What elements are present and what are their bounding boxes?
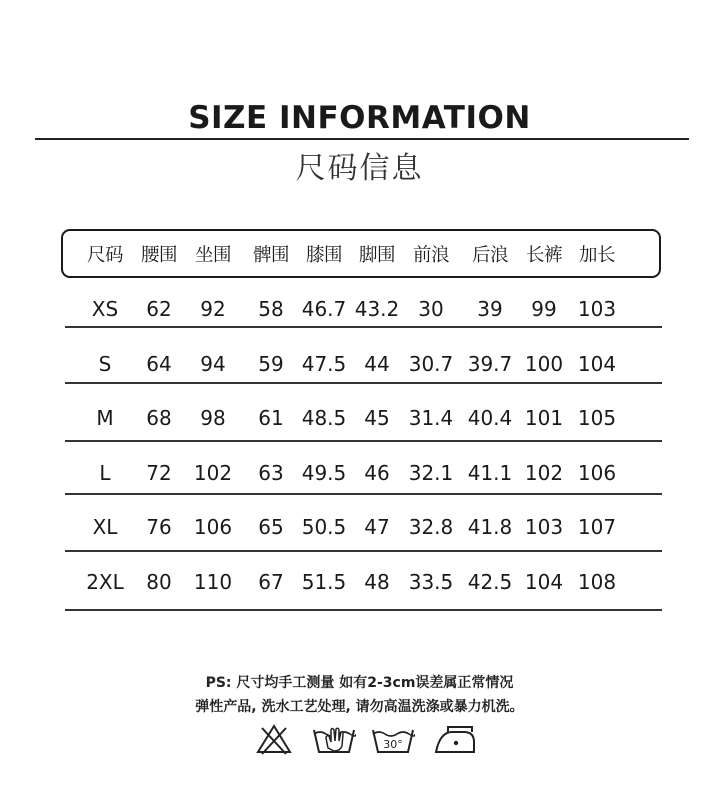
header-back-rise: 后浪 <box>471 245 508 266</box>
measurement-cell: 51.5 <box>301 570 347 594</box>
size-label-cell: S <box>98 352 112 376</box>
measurement-cell: 92 <box>200 297 226 321</box>
measurement-cell: 94 <box>200 352 226 376</box>
measurement-cell: 100 <box>524 352 564 376</box>
header-long-length: 加长 <box>578 245 615 266</box>
measurement-cell: 47.5 <box>301 352 347 376</box>
size-label-cell: 2XL <box>86 570 124 594</box>
measurement-cell: 42.5 <box>467 570 513 594</box>
measurement-cell: 103 <box>577 297 617 321</box>
measurement-cell: 104 <box>577 352 617 376</box>
measurement-cell: 47 <box>364 515 390 539</box>
measurement-cell: 68 <box>146 406 172 430</box>
row-divider <box>65 609 662 611</box>
measurement-cell: 59 <box>258 352 284 376</box>
measurement-cell: 40.4 <box>467 406 513 430</box>
measurement-cell: 106 <box>193 515 233 539</box>
page-subtitle: 尺码信息 <box>295 151 424 186</box>
note-measurement: PS: 尺寸均手工测量 如有2-3cm误差属正常情况 <box>205 675 514 691</box>
size-label-cell: L <box>99 461 111 485</box>
header-front-rise: 前浪 <box>412 245 449 266</box>
header-thigh: 髀围 <box>252 245 289 266</box>
header-knee: 膝围 <box>305 245 342 266</box>
measurement-cell: 48 <box>364 570 390 594</box>
measurement-cell: 32.8 <box>408 515 454 539</box>
measurement-cell: 76 <box>146 515 172 539</box>
measurement-cell: 32.1 <box>408 461 454 485</box>
size-label-cell: XL <box>92 515 118 539</box>
measurement-cell: 44 <box>364 352 390 376</box>
measurement-cell: 58 <box>258 297 284 321</box>
measurement-cell: 64 <box>146 352 172 376</box>
measurement-cell: 107 <box>577 515 617 539</box>
measurement-cell: 62 <box>146 297 172 321</box>
measurement-cell: 45 <box>364 406 390 430</box>
measurement-cell: 43.2 <box>354 297 400 321</box>
row-divider <box>65 326 662 328</box>
measurement-cell: 103 <box>524 515 564 539</box>
measurement-cell: 41.8 <box>467 515 513 539</box>
header-leg-opening: 脚围 <box>358 245 395 266</box>
row-divider <box>65 493 662 495</box>
measurement-cell: 80 <box>146 570 172 594</box>
wash-temp-label: 30° <box>383 738 403 751</box>
measurement-cell: 31.4 <box>408 406 454 430</box>
header-size: 尺码 <box>86 245 123 266</box>
no-bleach-icon <box>254 722 294 756</box>
size-label-cell: XS <box>91 297 119 321</box>
measurement-cell: 49.5 <box>301 461 347 485</box>
measurement-cell: 41.1 <box>467 461 513 485</box>
measurement-cell: 46 <box>364 461 390 485</box>
measurement-cell: 102 <box>193 461 233 485</box>
measurement-cell: 48.5 <box>301 406 347 430</box>
measurement-cell: 108 <box>577 570 617 594</box>
measurement-cell: 104 <box>524 570 564 594</box>
size-label-cell: M <box>96 406 114 430</box>
measurement-cell: 110 <box>193 570 233 594</box>
measurement-cell: 46.7 <box>301 297 347 321</box>
header-length: 长裤 <box>525 245 562 266</box>
row-divider <box>65 440 662 442</box>
measurement-cell: 39.7 <box>467 352 513 376</box>
measurement-cell: 98 <box>200 406 226 430</box>
header-waist: 腰围 <box>140 245 177 266</box>
header-hip: 坐围 <box>194 245 231 266</box>
measurement-cell: 65 <box>258 515 284 539</box>
measurement-cell: 101 <box>524 406 564 430</box>
note-wash: 弹性产品, 洗水工艺处理, 请勿高温洗涤或暴力机洗。 <box>195 699 524 715</box>
measurement-cell: 67 <box>258 570 284 594</box>
wash-30-icon <box>371 722 415 756</box>
title-divider <box>35 138 689 140</box>
measurement-cell: 50.5 <box>301 515 347 539</box>
page-title: SIZE INFORMATION <box>188 100 531 136</box>
measurement-cell: 105 <box>577 406 617 430</box>
measurement-cell: 30.7 <box>408 352 454 376</box>
measurement-cell: 30 <box>418 297 444 321</box>
row-divider <box>65 550 662 552</box>
measurement-cell: 106 <box>577 461 617 485</box>
hand-wash-icon <box>312 722 356 756</box>
measurement-cell: 39 <box>477 297 503 321</box>
measurement-cell: 72 <box>146 461 172 485</box>
measurement-cell: 99 <box>531 297 557 321</box>
row-divider <box>65 382 662 384</box>
measurement-cell: 63 <box>258 461 284 485</box>
measurement-cell: 102 <box>524 461 564 485</box>
measurement-cell: 61 <box>258 406 284 430</box>
measurement-cell: 33.5 <box>408 570 454 594</box>
iron-low-icon <box>432 722 478 756</box>
